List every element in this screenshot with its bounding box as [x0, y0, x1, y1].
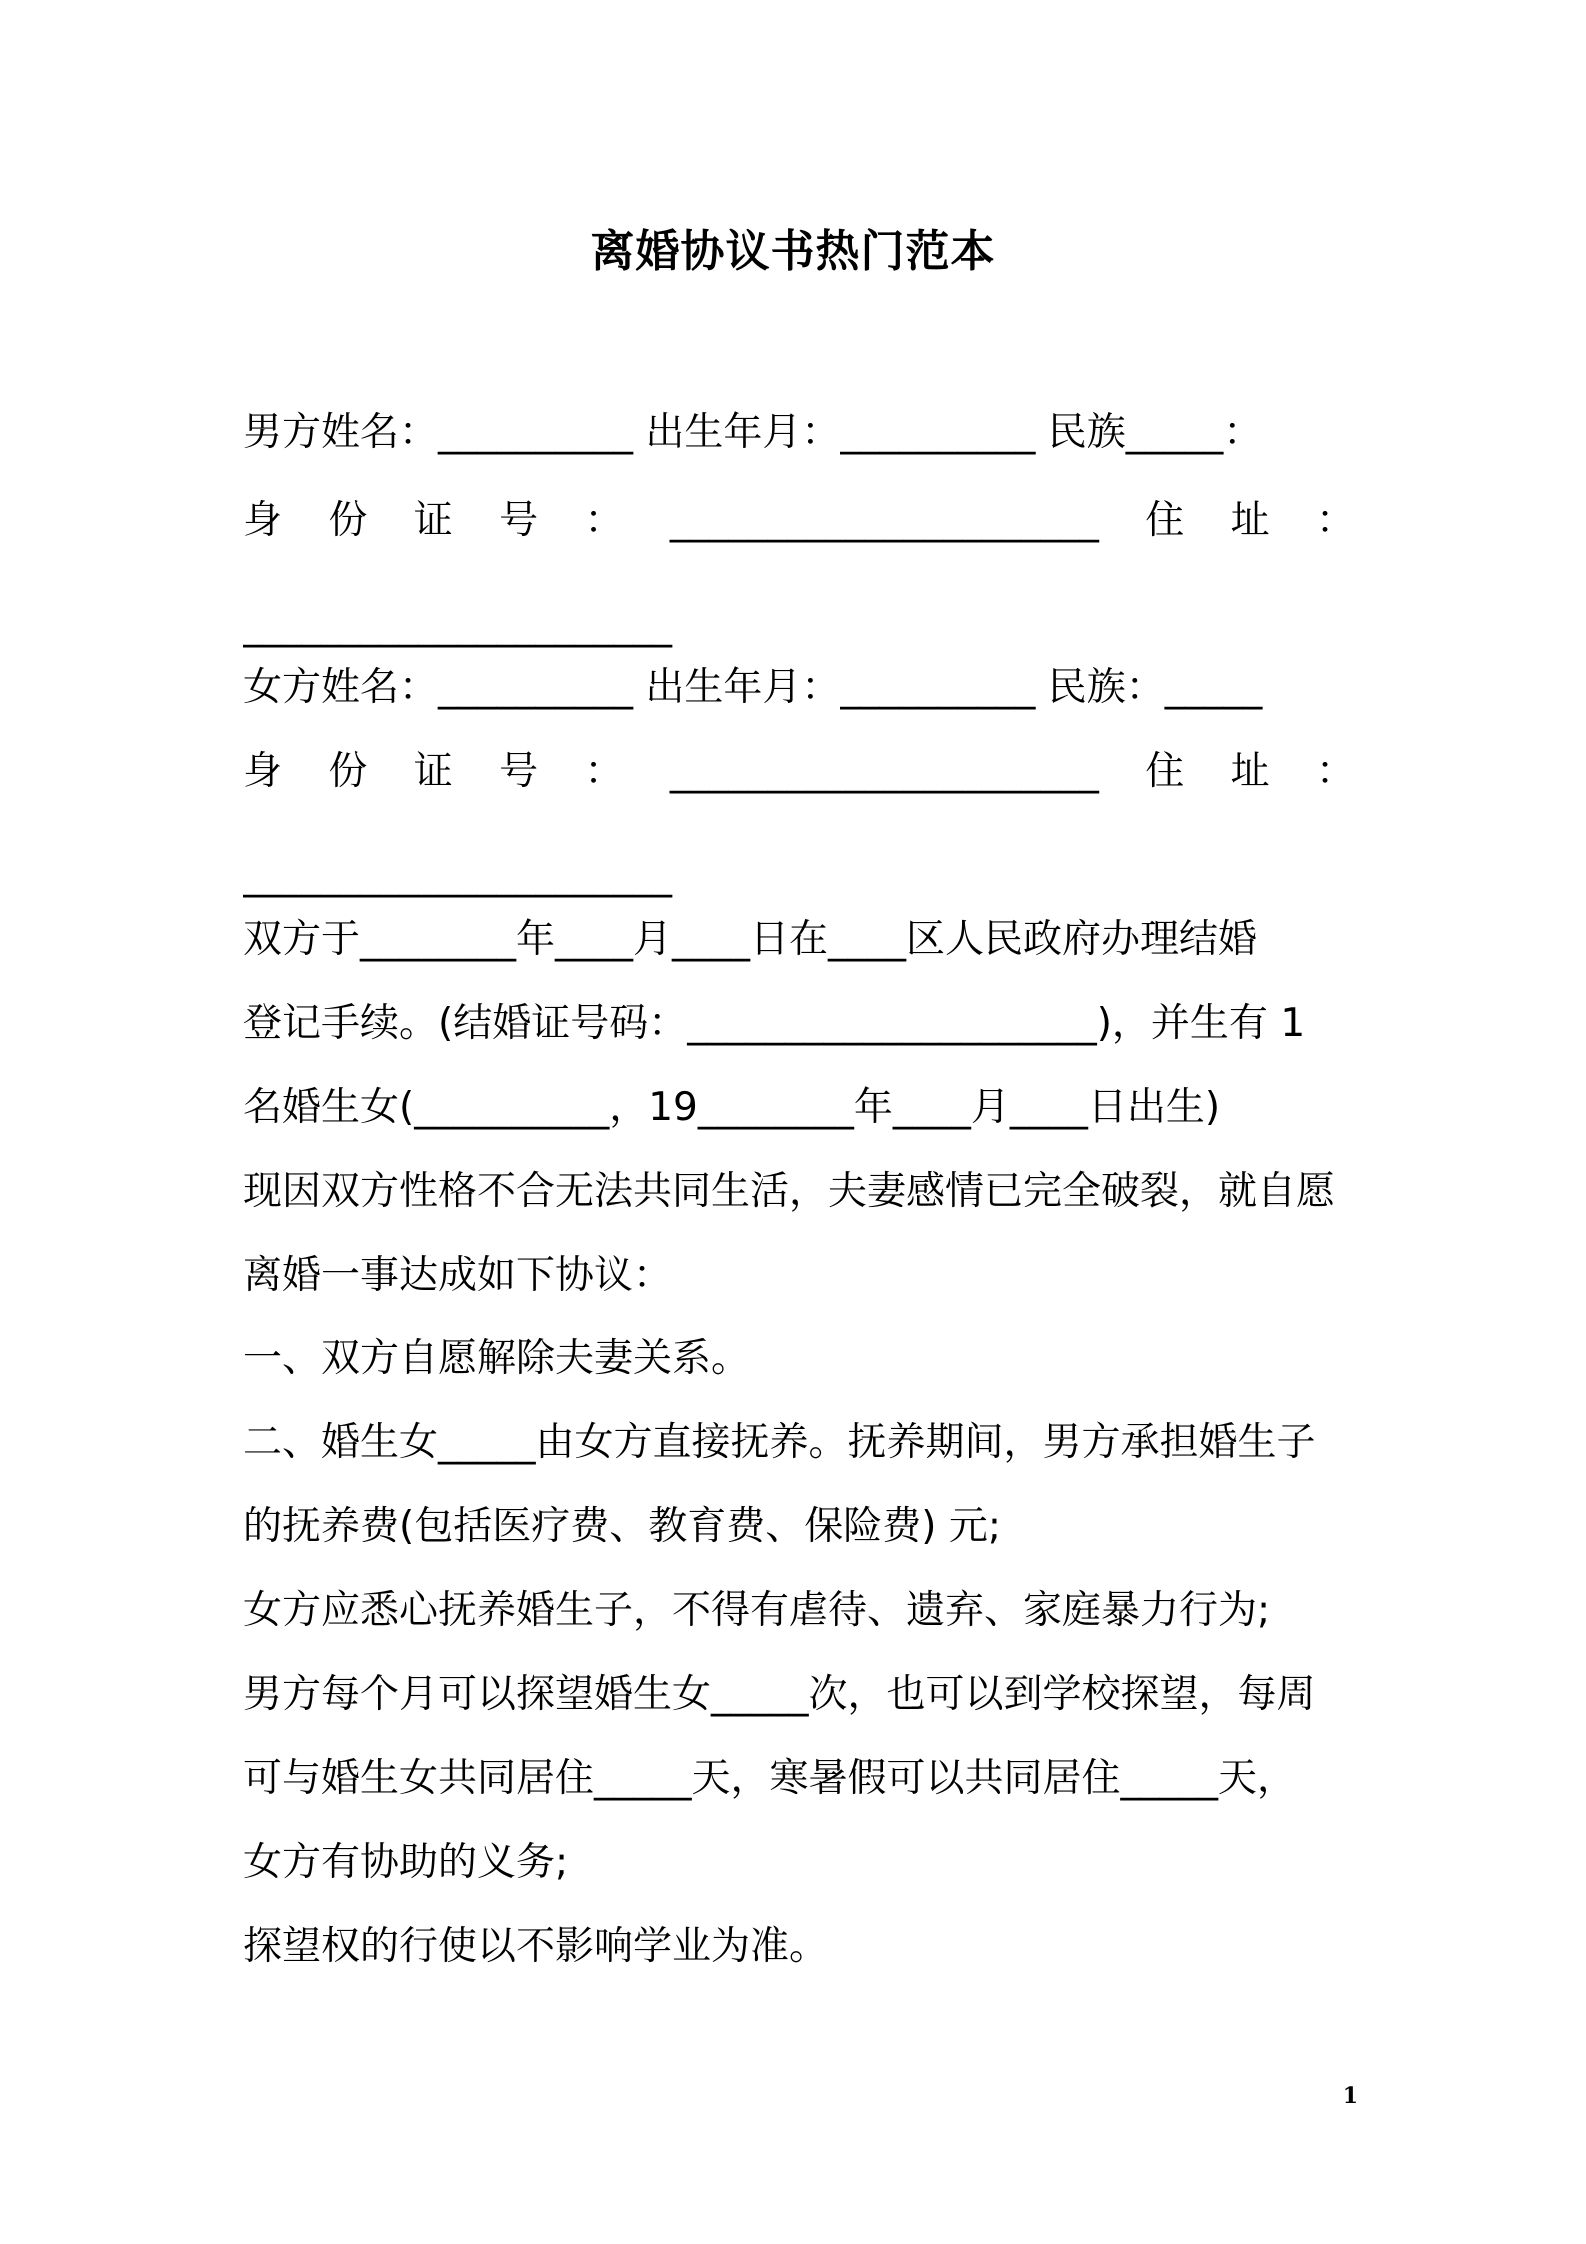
document-title: 离婚协议书热门范本	[590, 226, 996, 277]
id-label-char: 份	[328, 498, 368, 543]
id-label-char: 身	[243, 749, 283, 794]
female-id-address-line	[243, 744, 1355, 800]
child-support-line: 的抚养费(包括医疗费、教育费、保险费) 元;	[243, 1504, 1001, 1549]
agreement-intro-line: 离婚一事达成如下协议：	[243, 1253, 673, 1298]
id-label-char: 号	[499, 749, 539, 794]
marriage-certificate-line: 登记手续。(结婚证号码：_____________________)，并生有 1	[243, 1001, 1306, 1046]
male-info-line: 男方姓名：__________ 出生年月：__________ 民族_____：	[243, 410, 1263, 455]
clause-one-line: 一、双方自愿解除夫妻关系。	[243, 1336, 751, 1381]
address-label-char: ：	[1315, 749, 1355, 794]
child-birth-line: 名婚生女(__________，19________年____月____日出生)	[243, 1085, 1221, 1130]
male-address-blank-line: ______________________	[243, 603, 672, 648]
address-label-char: 址	[1230, 749, 1270, 794]
address-label-char: 住	[1145, 749, 1185, 794]
address-label-char: 住	[1145, 498, 1185, 543]
assist-duty-line: 女方有协助的义务;	[243, 1840, 569, 1885]
page-number: 1	[1342, 2083, 1358, 2109]
address-label-char: 址	[1230, 498, 1270, 543]
id-label-char: 证	[413, 498, 453, 543]
id-label-char: 证	[413, 749, 453, 794]
visitation-rule-line: 探望权的行使以不影响学业为准。	[243, 1924, 829, 1969]
reason-line: 现因双方性格不合无法共同生活，夫妻感情已完全破裂，就自愿	[243, 1169, 1336, 1214]
id-number-blank: ______________________	[669, 498, 1099, 543]
id-number-blank: ______________________	[669, 749, 1099, 794]
id-label-char: ：	[584, 749, 624, 794]
male-id-address-line	[243, 493, 1355, 549]
visitation-line: 男方每个月可以探望婚生女_____次，也可以到学校探望，每周	[243, 1672, 1316, 1717]
id-label-char: 份	[328, 749, 368, 794]
female-info-line: 女方姓名：__________ 出生年月：__________ 民族：_____	[243, 665, 1263, 710]
marriage-registration-line: 双方于________年____月____日在____区人民政府办理结婚	[243, 917, 1258, 962]
id-label-char: 身	[243, 498, 283, 543]
mother-duty-line: 女方应悉心抚养婚生子，不得有虐待、遗弃、家庭暴力行为;	[243, 1588, 1271, 1633]
id-label-char: ：	[584, 498, 624, 543]
cohabitation-line: 可与婚生女共同居住_____天，寒暑假可以共同居住_____天，	[243, 1756, 1297, 1801]
clause-two-line: 二、婚生女_____由女方直接抚养。抚养期间，男方承担婚生子	[243, 1420, 1316, 1465]
id-label-char: 号	[499, 498, 539, 543]
female-address-blank-line: ______________________	[243, 853, 672, 898]
address-label-char: ：	[1315, 498, 1355, 543]
